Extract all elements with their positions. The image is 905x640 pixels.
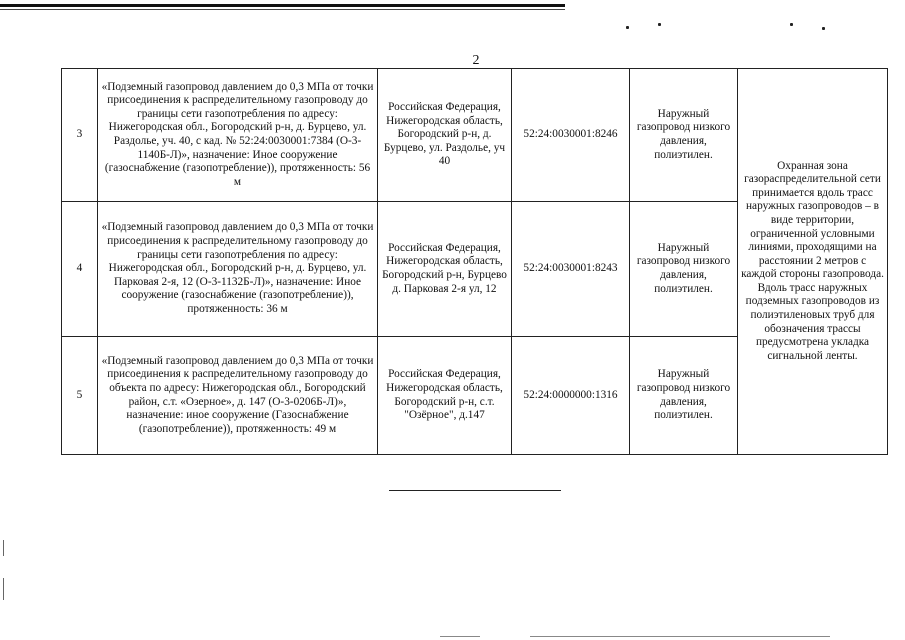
footer-rule <box>530 636 830 637</box>
object-type: Наружный газопровод низкого давления, полиэтилен. <box>630 337 738 455</box>
page-number: 2 <box>472 53 480 68</box>
protection-zone-note: Охранная зона газораспределительной сети принимается вдоль трасс наружных газопроводов – в виде территории, ограниченной условными линиями, проходящими на расстоянии 2 метров с каждой стороны газопровода. Вдоль трасс наружных подземных газопроводов из полиэтиленовых труб для обозначения трассы предусмотрена укладка сигнальной ленты. <box>738 69 888 455</box>
object-description: «Подземный газопровод давлением до 0,3 МПа от точки присоединения к распределительному газопроводу до границы сети газопотребления по адресу: Нижегородская обл., Богородский р-н, д. Бурцево, ул. Парковая 2-я, 12 (О-3-1132Б-Л)», назначение: Иное сооружение (газоснабжение (газопотребление)), протяженность: 36 м <box>98 202 378 337</box>
object-address: Российская Федерация, Нижегородская область, Богородский р-н, д. Бурцево, ул. Раздолье, уч 40 <box>378 69 512 202</box>
object-address: Российская Федерация, Нижегородская область, Богородский р-н, Бурцево д. Парковая 2-я ул, 12 <box>378 202 512 337</box>
top-thin-rule <box>0 9 565 10</box>
object-description: «Подземный газопровод давлением до 0,3 МПа от точки присоединения к распределительному газопроводу до границы сети газопотребления по адресу: Нижегородская обл., Богородский р-н, д. Бурцево, ул. Раздолье, уч. 40, с кад. № 52:24:0030001:7384 (О-3-1140Б-Л)», назначение: Иное сооружение (газоснабжение (газопотребление)), протяженность: 56 м <box>98 69 378 202</box>
margin-mark <box>3 540 4 556</box>
end-of-document-rule <box>389 490 561 491</box>
scan-speck <box>626 26 629 29</box>
cadastral-number: 52:24:0030001:8246 <box>512 69 630 202</box>
top-heavy-rule <box>0 4 565 7</box>
object-type: Наружный газопровод низкого давления, полиэтилен. <box>630 202 738 337</box>
footer-rule <box>440 636 480 637</box>
row-number: 4 <box>62 202 98 337</box>
scan-speck <box>658 23 661 26</box>
row-number: 5 <box>62 337 98 455</box>
scan-speck <box>822 27 825 30</box>
object-description: «Подземный газопровод давлением до 0,3 МПа от точки присоединения к распределительному газопроводу до объекта по адресу: Нижегородская обл., Богородский район, с.т. «Озерное», д. 147 (О-3-0206Б-Л)», назначение: иное сооружение (Газоснабжение (газопотребление)), протяженность: 49 м <box>98 337 378 455</box>
object-type: Наружный газопровод низкого давления, полиэтилен. <box>630 69 738 202</box>
object-address: Российская Федерация, Нижегородская область, Богородский р-н, с.т. "Озёрное", д.147 <box>378 337 512 455</box>
objects-table <box>61 68 888 455</box>
table-row <box>62 69 888 202</box>
scan-speck <box>790 23 793 26</box>
row-number: 3 <box>62 69 98 202</box>
cadastral-number: 52:24:0000000:1316 <box>512 337 630 455</box>
margin-mark <box>3 578 4 600</box>
cadastral-number: 52:24:0030001:8243 <box>512 202 630 337</box>
